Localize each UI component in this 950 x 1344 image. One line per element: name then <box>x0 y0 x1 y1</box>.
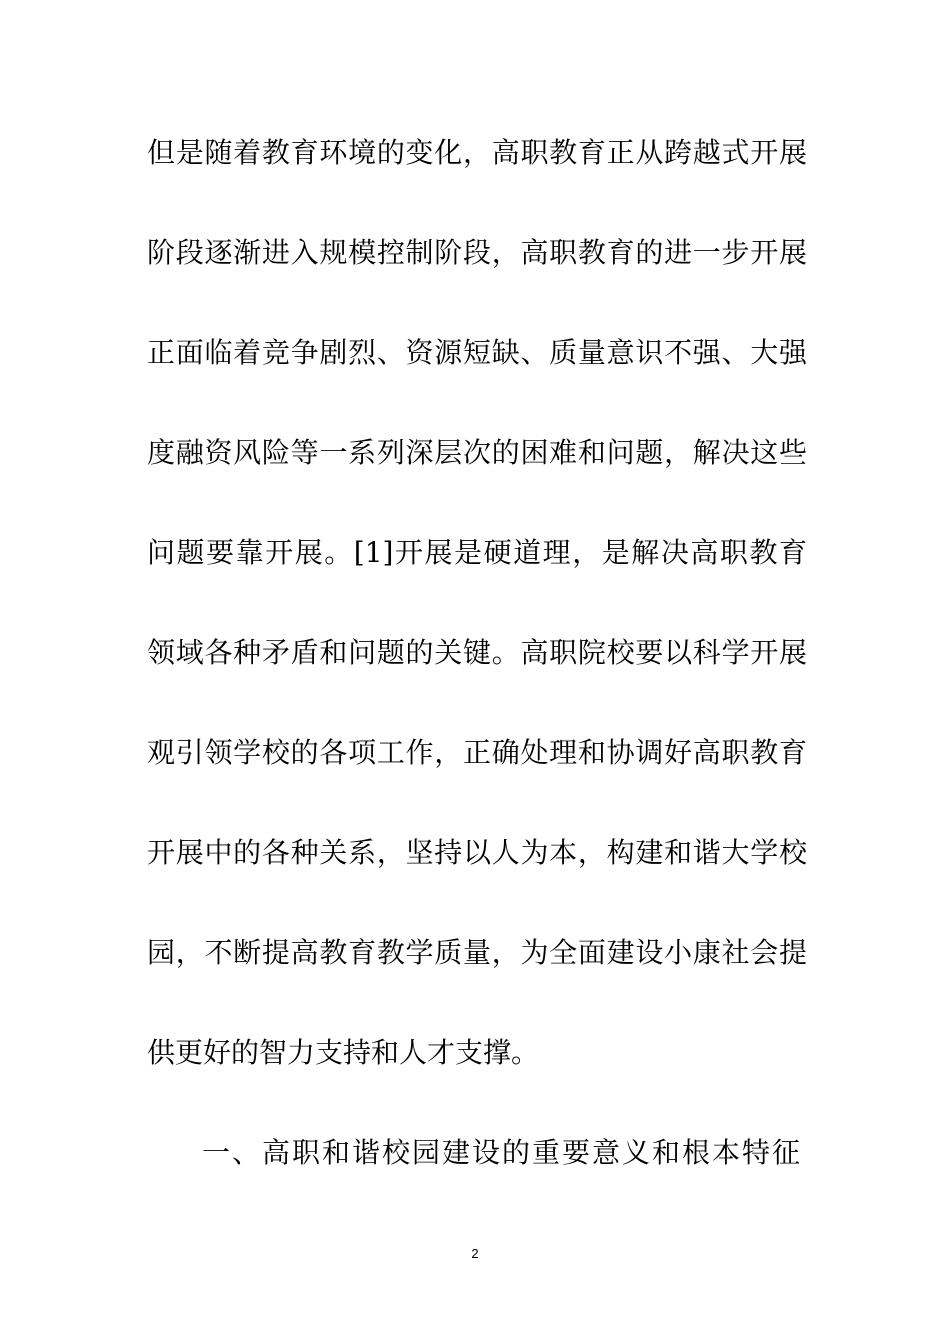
paragraph-line-8: 开展中的各种关系，坚持以人为本，构建和谐大学校 <box>147 836 807 869</box>
section-heading: 一、高职和谐校园建设的重要意义和根本特征 <box>202 1136 803 1169</box>
paragraph-line-6: 领域各种矛盾和问题的关键。高职院校要以科学开展 <box>147 636 807 669</box>
page-number: 2 <box>471 1246 479 1261</box>
paragraph-line-9: 园，不断提高教育教学质量，为全面建设小康社会提 <box>147 936 807 969</box>
paragraph-line-3: 正面临着竞争剧烈、资源短缺、质量意识不强、大强 <box>147 336 807 369</box>
paragraph-line-10: 供更好的智力支持和人才支撑。 <box>147 1036 540 1069</box>
paragraph-line-5: 问题要靠开展。[1]开展是硬道理，是解决高职教育 <box>147 536 807 569</box>
paragraph-line-2: 阶段逐渐进入规模控制阶段，高职教育的进一步开展 <box>147 236 807 269</box>
paragraph-line-4: 度融资风险等一系列深层次的困难和问题，解决这些 <box>147 436 807 469</box>
paragraph-line-7: 观引领学校的各项工作，正确处理和协调好高职教育 <box>147 736 807 769</box>
paragraph-line-1: 但是随着教育环境的变化，高职教育正从跨越式开展 <box>147 136 807 169</box>
